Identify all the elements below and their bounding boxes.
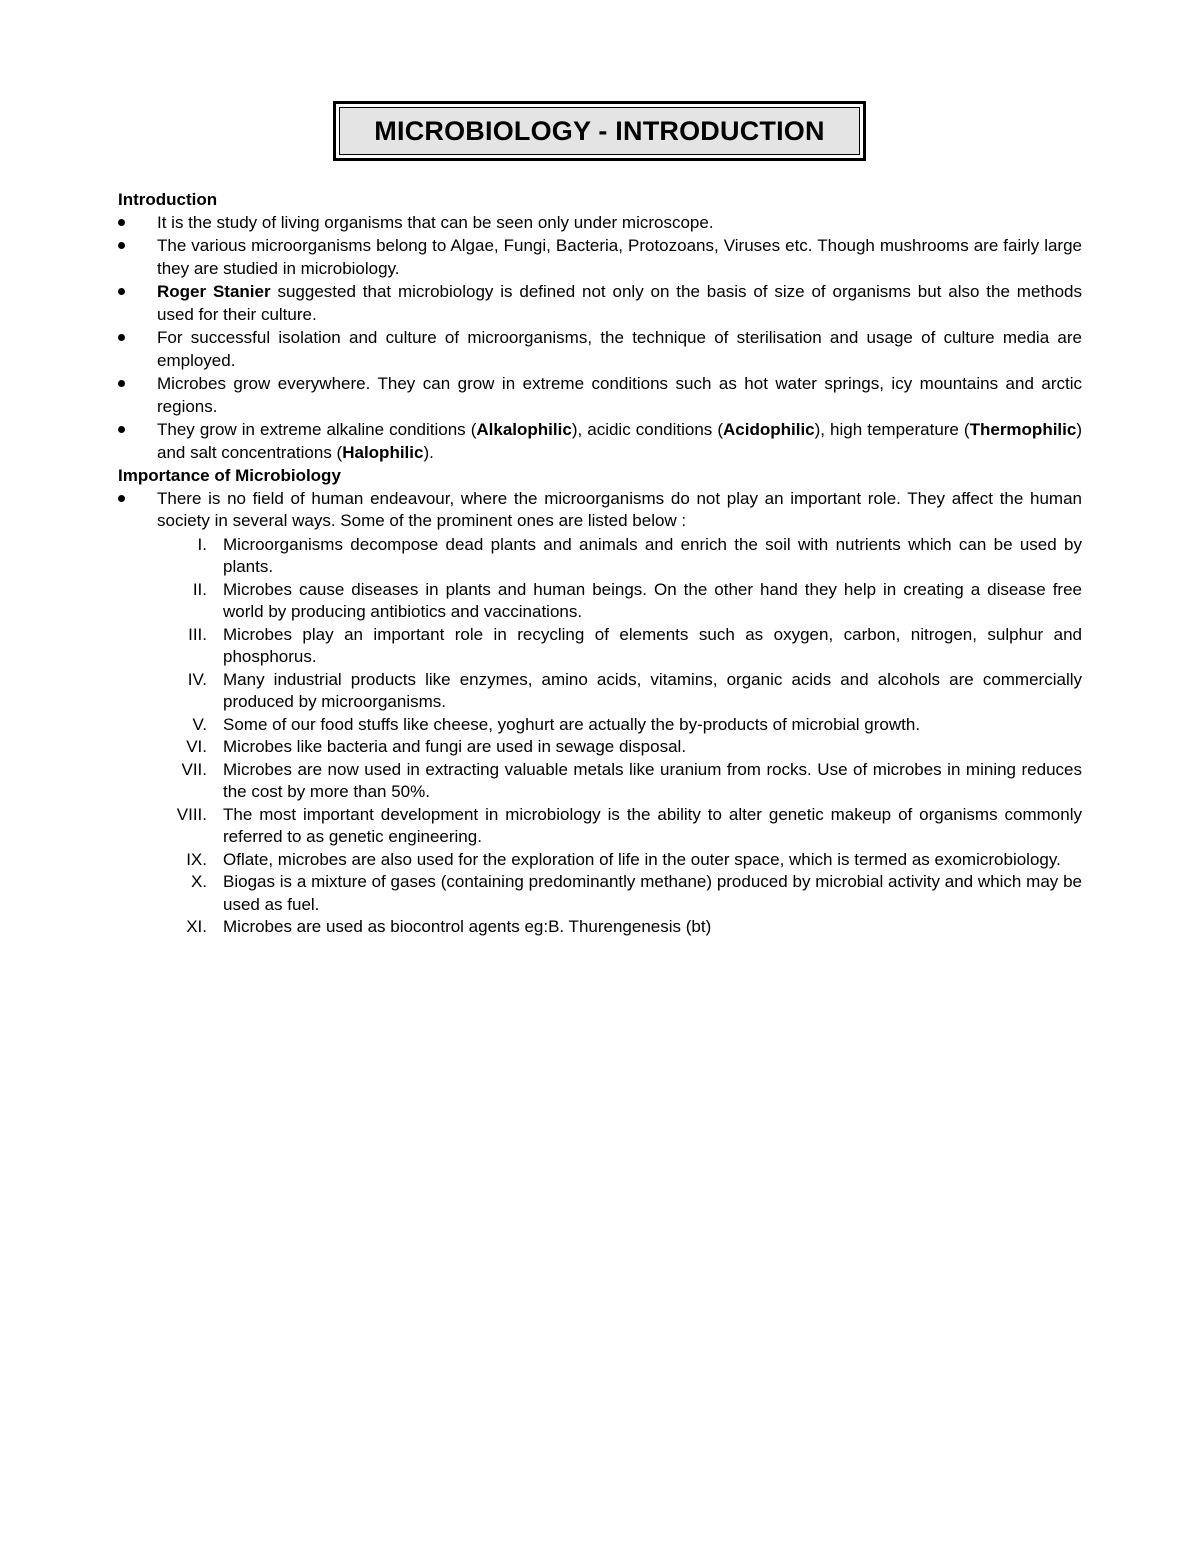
list-number: X.	[190, 872, 207, 891]
document-body	[118, 189, 1082, 939]
bullet-icon	[118, 380, 125, 387]
numbered-list-item	[118, 669, 1082, 714]
list-item-text: Biogas is a mixture of gases (containing predominantly methane) produced by microbial activity and which may be used as fuel.	[223, 872, 1082, 914]
numbered-list-item	[118, 804, 1082, 849]
list-item	[118, 488, 1082, 533]
list-item	[118, 281, 1082, 326]
list-number: IV.	[187, 669, 207, 689]
numbered-list-item	[118, 534, 1082, 579]
section-heading-importance: Importance of Microbiology	[118, 466, 341, 485]
list-item-text: Microbes cause diseases in plants and human beings. On the other hand they help in creating a disease free world by producing antibiotics and vaccinations.	[223, 579, 1082, 621]
numbered-list-item	[118, 849, 1082, 872]
list-item-text: suggested that microbiology is defined not only on the basis of size of organisms but also the methods used for their culture.	[157, 282, 1082, 324]
bullet-icon	[118, 219, 125, 226]
numbered-list-item	[118, 736, 1082, 759]
list-item	[118, 327, 1082, 372]
bullet-icon	[118, 495, 125, 502]
list-number: II.	[192, 579, 207, 599]
numbered-list-item	[118, 579, 1082, 624]
importance-numbered-list	[118, 534, 1082, 939]
list-item-text: Microbes like bacteria and fungi are used in sewage disposal.	[223, 737, 687, 756]
list-item-text: Many industrial products like enzymes, amino acids, vitamins, organic acids and alcohols are commercially produced by microorganisms.	[223, 669, 1082, 711]
bullet-icon	[118, 242, 125, 249]
list-item-text: Microorganisms decompose dead plants and animals and enrich the soil with nutrients which can be used by plants.	[223, 534, 1082, 576]
list-item	[118, 419, 1082, 464]
bold-term: Halophilic	[342, 442, 424, 462]
list-item-text: Microbes grow everywhere. They can grow in extreme conditions such as hot water springs, icy mountains and arctic regions.	[157, 374, 1082, 416]
bullet-icon	[118, 288, 125, 295]
numbered-list-item	[118, 624, 1082, 669]
list-item-text: ), acidic conditions (	[571, 420, 723, 439]
importance-bullet-list	[118, 488, 1082, 533]
numbered-list-item	[118, 759, 1082, 804]
list-item	[118, 373, 1082, 418]
section-heading-introduction: Introduction	[118, 190, 218, 209]
intro-bullet-list	[118, 212, 1082, 465]
list-item-text: Microbes are now used in extracting valuable metals like uranium from rocks. Use of microbes in mining reduces the cost by more than 50%.	[223, 759, 1082, 801]
list-item-text: ), high temperature (	[814, 420, 970, 439]
list-item-text: For successful isolation and culture of microorganisms, the technique of sterilisation and usage of culture media are employed.	[157, 328, 1082, 370]
bullet-icon	[118, 334, 125, 341]
bold-term: Roger Stanier	[157, 282, 271, 301]
list-item-text: It is the study of living organisms that can be seen only under microscope.	[157, 212, 714, 232]
list-item-text: They grow in extreme alkaline conditions (	[157, 420, 477, 439]
list-item-text: Microbes play an important role in recycling of elements such as oxygen, carbon, nitrogen, sulphur and phosphorus.	[223, 624, 1082, 666]
list-number: VI.	[186, 737, 207, 756]
list-item-text: The most important development in microbiology is the ability to alter genetic makeup of organisms commonly referred to as genetic engineering.	[223, 804, 1082, 846]
list-number: XI.	[186, 917, 207, 936]
page-title: MICROBIOLOGY - INTRODUCTION	[339, 107, 860, 155]
list-item-text: ).	[423, 442, 434, 462]
bold-term: Alkalophilic	[476, 420, 572, 439]
numbered-list-item	[118, 714, 1082, 737]
list-number: VII.	[181, 759, 207, 779]
bullet-icon	[118, 426, 125, 433]
list-item-text: Microbes are used as biocontrol agents eg:B. Thurengenesis (bt)	[223, 917, 712, 936]
list-item-text: The various microorganisms belong to Algae, Fungi, Bacteria, Protozoans, Viruses etc. Though mushrooms are fairly large they are studied in microbiology.	[157, 236, 1082, 278]
bold-term: Acidophilic	[723, 420, 815, 439]
title-box	[333, 101, 866, 161]
numbered-list-item	[118, 871, 1082, 916]
list-item-text: There is no field of human endeavour, where the microorganisms do not play an important role. They affect the human society in several ways. Some of the prominent ones are listed below :	[157, 488, 1082, 530]
list-item	[118, 235, 1082, 280]
list-number: III.	[188, 624, 207, 644]
bold-term: Thermophilic	[969, 420, 1077, 439]
list-number: I.	[197, 534, 207, 554]
list-item-text: Some of our food stuffs like cheese, yoghurt are actually the by-products of microbial growth.	[223, 714, 921, 734]
list-number: V.	[192, 714, 207, 734]
list-number: VIII.	[176, 804, 207, 824]
numbered-list-item	[118, 916, 1082, 939]
list-item-text: ) and salt concentrations (	[157, 420, 1082, 462]
list-item	[118, 212, 1082, 235]
list-item-text: Oflate, microbes are also used for the exploration of life in the outer space, which is termed as exomicrobiology.	[223, 849, 1061, 869]
list-number: IX.	[186, 849, 207, 869]
